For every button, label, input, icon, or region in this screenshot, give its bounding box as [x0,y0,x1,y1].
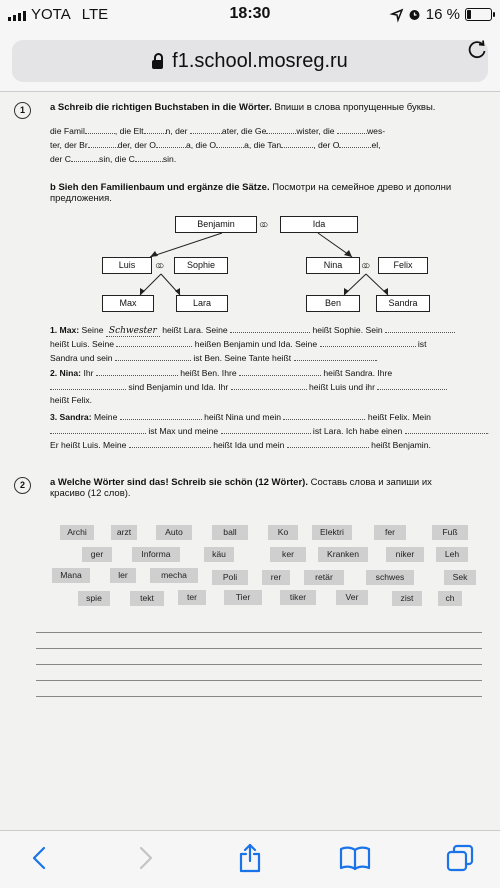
blank[interactable] [385,324,455,333]
bookmarks-icon [339,845,371,871]
ex1-b-title-ru-2: предложения. [50,193,112,205]
tree-node-nina: Nina [306,257,360,274]
sentence-text: heißt Benjamin. [371,440,431,450]
writing-line[interactable] [36,696,482,697]
bookmarks-button[interactable] [335,841,375,875]
blank[interactable] [287,439,369,448]
family-tree-lines [0,92,500,830]
status-bar [0,0,500,30]
sentence-line [50,395,482,405]
tree-node-felix: Felix [378,257,428,274]
syllable-chip[interactable]: ler [110,568,136,583]
sentence-text: heißt Ida und mein [213,440,285,450]
tree-node-ben: Ben [306,295,360,312]
sentence-text: Er heißt Luis. Meine [50,440,127,450]
blank[interactable] [283,411,365,420]
syllable-chip[interactable]: Informa [132,547,180,562]
sentence-text: heißt Ben. Ihre [180,368,237,378]
exercise-number-2: 2 [14,477,31,494]
syllable-chip[interactable]: tiker [280,590,316,605]
blank[interactable] [230,324,310,333]
word-fragment: ter, der Br [50,140,88,150]
sentence-line [50,338,482,349]
sentence-line [50,324,482,337]
url-text: f1.school.mosreg.ru [172,49,348,72]
lock-icon [152,60,163,69]
word-fragment: wes- [366,126,386,136]
ex2-title [50,477,480,500]
sentence-line [50,381,482,392]
sentence-text: heißt Luis. Seine [50,339,115,349]
reload-icon [466,39,488,61]
syllable-chip[interactable]: rer [262,570,290,585]
forward-button[interactable] [125,841,165,875]
writing-line[interactable] [36,632,482,633]
syllable-chip[interactable]: Elektri [312,525,352,540]
sentence-line [50,411,482,422]
syllable-chip[interactable]: ker [270,547,306,562]
sentence-text: . [486,426,490,436]
battery-percent: 16 % [425,6,460,23]
word-fragment: die Famil [50,126,85,136]
share-button[interactable] [230,841,270,875]
marriage-rings-icon: ○○ [361,260,367,272]
sentence-text: Seine [81,325,104,335]
ex1-b-title-de: b Sieh den Familienbaum und ergänze die Sätze. [50,182,270,193]
sentence-text: ist Max und meine [148,426,219,436]
sentence-line [50,367,482,378]
sentence-text: Ihr [83,368,94,378]
tree-node-sophie: Sophie [174,257,228,274]
sentence-line [50,439,482,450]
battery-icon [465,8,492,21]
sentence-text: Meine [93,412,118,422]
back-icon [29,845,51,871]
sentence-text: ist Lara. Ich habe einen [312,426,403,436]
sentence-text: . [375,353,378,363]
worksheet-page [0,92,500,830]
ex2-title-de: a Welche Wörter sind das! Schreib sie schön (12 Wörter). [50,477,308,488]
word-fragment: der, der O [117,140,156,150]
clock: 18:30 [229,5,271,22]
blank[interactable] [96,367,178,376]
blank[interactable] [239,367,321,376]
sentence-text: ist [417,339,427,349]
alarm-clock-icon [408,8,421,21]
word-fragment: a, die Tan [244,140,282,150]
marriage-rings-icon: ○○ [259,219,265,231]
sentence-line [50,352,482,363]
ex2-title-ru-2: красиво (12 слов). [50,488,131,500]
browser-toolbar [0,830,500,888]
word-fragment: n, der [165,126,190,136]
blank[interactable] [231,381,307,390]
syllable-chip[interactable]: käu [204,547,234,562]
sentence-text: heißt Felix. [50,395,93,405]
tree-node-max: Max [102,295,154,312]
word-fragment: , der O [313,140,340,150]
blank[interactable] [116,338,192,347]
blank[interactable] [405,425,490,436]
sentence-text: heißt Sandra. Ihre [323,368,393,378]
forward-icon [134,845,156,871]
syllable-chip[interactable]: Tier [224,590,262,605]
sentence-label: 2. Nina: [50,368,82,378]
sentence-text: heißen Benjamin und Ida. Seine [194,339,318,349]
tree-node-ida: Ida [280,216,358,233]
sentence-text: heißt Felix. Mein [367,412,431,422]
syllable-chip[interactable]: Archi [60,525,94,540]
syllable-chip[interactable]: ger [82,547,112,562]
syllable-chip[interactable]: ter [178,590,206,605]
syllable-chip[interactable]: Poli [212,570,248,585]
syllable-chip[interactable]: arzt [111,525,137,540]
blank[interactable] [50,381,126,390]
ex1-a-title-de: a Schreib die richtigen Buchstaben in die Wörter. [50,102,272,113]
syllable-chip[interactable]: Auto [156,525,192,540]
network-type: LTE [81,6,109,23]
exercise-number-1: 1 [14,102,31,119]
writing-line[interactable] [36,648,482,649]
syllable-chip[interactable]: Kranken [318,547,368,562]
blank[interactable] [120,411,202,420]
handwritten-answer[interactable]: Schwester [106,326,160,337]
sentence-label: 3. Sandra: [50,412,92,422]
sentence-text: heißt Sophie. Sein [312,325,383,335]
tree-node-luis: Luis [102,257,152,274]
syllable-chip[interactable]: Mana [52,568,90,583]
back-button[interactable] [20,841,60,875]
syllable-chip[interactable]: mecha [150,568,198,583]
syllable-chip[interactable]: spie [78,591,110,606]
syllable-chip[interactable]: ball [212,525,248,540]
syllable-chip[interactable]: Leh [436,547,468,562]
tabs-icon [446,844,474,872]
sentence-text: sind Benjamin und Ida. Ihr [128,382,229,392]
carrier-name: YOTA [31,6,71,23]
sentence-text: Sandra und sein [50,353,113,363]
url-field[interactable] [12,40,488,82]
address-bar [0,30,500,92]
word-fragment: el, [371,140,381,150]
syllable-chip[interactable]: Ko [268,525,298,540]
syllable-chip[interactable]: Sek [444,570,476,585]
word-fragment: der C [50,154,72,164]
tree-node-lara: Lara [176,295,228,312]
tree-node-benjamin: Benjamin [175,216,257,233]
syllable-chip[interactable]: retär [304,570,344,585]
syllable-chip[interactable]: schwes [366,570,414,585]
sentence-text: heißt Luis und ihr [309,382,375,392]
word-fragment: sin, die C [99,154,135,164]
blank[interactable] [294,352,376,361]
sentence-label: 1. Max: [50,325,80,335]
word-fragment: wister, die [296,126,337,136]
writing-line[interactable] [36,664,482,665]
marriage-rings-icon: ○○ [155,260,161,272]
syllable-chip[interactable]: tekt [130,591,164,606]
blank[interactable] [320,338,416,347]
battery-level [467,10,471,19]
writing-line[interactable] [36,680,482,681]
sentence-text: ist Ben. Seine Tante heißt [193,353,292,363]
location-arrow-icon [391,9,403,21]
ex1-b-title-ru: Посмотри на семейное древо и дополни [272,182,452,193]
status-right [391,6,492,23]
word-fragment: ater, die Ge [221,126,267,136]
word-fragment: a, die O [185,140,217,150]
blank[interactable] [50,425,146,434]
sentence-text: heißt Nina und mein [204,412,282,422]
syllable-chip[interactable]: Fuß [432,525,468,540]
blank[interactable] [221,425,311,434]
ex1-a-title-ru: Впиши в слова пропущенные буквы. [274,102,436,113]
word-fragment: sin. [162,154,177,164]
blank[interactable] [129,439,211,448]
sentence-text: heißt Lara. Seine [162,325,228,335]
sentence-line [50,425,490,436]
word-fragment: , die Elt [114,126,144,136]
tabs-button[interactable] [440,841,480,875]
syllable-chip[interactable]: zist [392,591,422,606]
blank[interactable] [377,381,447,390]
ex2-title-ru: Составь слова и запиши их [310,477,432,488]
syllable-chip[interactable]: fer [374,525,406,540]
reload-button[interactable] [466,39,488,67]
syllable-chip[interactable]: niker [386,547,424,562]
tree-node-sandra: Sandra [376,295,430,312]
blank[interactable] [115,352,191,361]
share-icon [237,843,263,873]
syllable-chip[interactable]: Ver [336,590,368,605]
syllable-chip[interactable]: ch [438,591,462,606]
